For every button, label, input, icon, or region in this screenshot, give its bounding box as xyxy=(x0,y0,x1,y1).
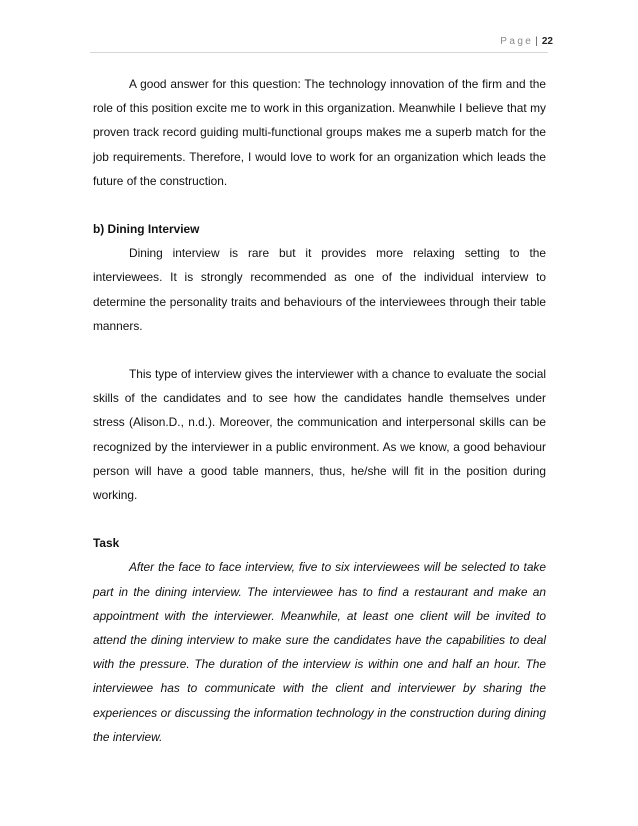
paragraph-dining-intro: Dining interview is rare but it provides more relaxing setting to the interviewees. It is strongly recommended as one of the individual interview to determine the personality traits and behaviours of the interviewees through their table manners. xyxy=(93,246,546,333)
page-number: 22 xyxy=(541,36,553,47)
paragraph-dining-evaluation: This type of interview gives the interviewer with a chance to evaluate the social skills of the candidates and to see how the candidates handle themselves under stress (Alison.D., n.d.). Moreover, the communication and interpersonal skills can be recognized by the interviewer in a public environment. As we know, a good behaviour person will have a good table manners, thus, he/she will fit in the position during working. xyxy=(93,367,546,503)
paragraph-task: After the face to face interview, five to six interviewees will be selected to take part in the dining interview. The interviewee has to find a restaurant and make an appointment with the interviewer. Meanwhile, at least one client will be invited to attend the dining interview to make sure the candidates have the capabilities to deal with the pressure. The duration of the interview is within one and half an hour. The interviewee has to communicate with the client and interviewer by sharing the experiences or discussing the information technology in the construction during dining the interview. xyxy=(93,560,546,744)
page-label: Page xyxy=(500,36,534,47)
page-header xyxy=(500,36,553,47)
section-heading-task: Task xyxy=(93,536,120,551)
page-body xyxy=(93,72,546,749)
paragraph-answer: A good answer for this question: The technology innovation of the firm and the role of this position excite me to work in this organization. Meanwhile I believe that my proven track record guiding multi-functional groups makes me a superb match for the job requirements. Therefore, I would love to work for an organization which leads the future of the construction. xyxy=(93,77,546,188)
header-separator: | xyxy=(535,36,538,47)
header-divider xyxy=(90,52,548,53)
section-heading-dining-interview: b) Dining Interview xyxy=(93,222,200,237)
